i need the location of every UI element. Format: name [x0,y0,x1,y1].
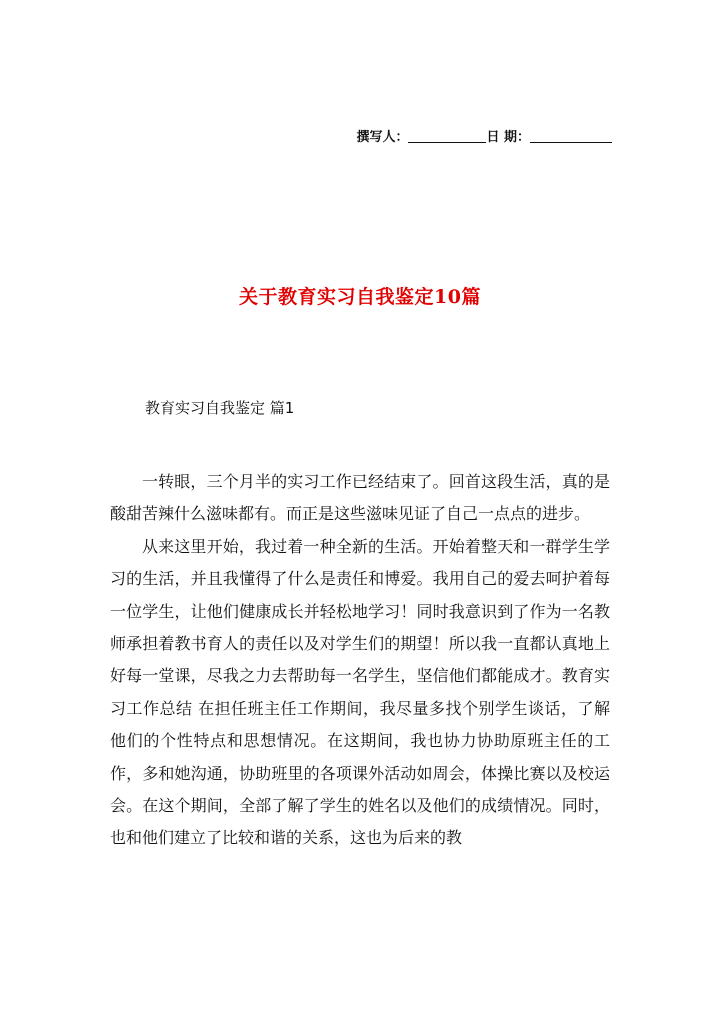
writer-blank [408,129,486,143]
body-text [110,466,610,855]
date-label: 日 期： [486,130,530,145]
date-blank [530,129,612,143]
paragraph: 从来这里开始，我过着一种全新的生活。开始着整天和一群学生学习的生活，并且我懂得了什么是责任和博爱。我用自己的爱去呵护着每一位学生，让他们健康成长并轻松地学习！同时我意识到了作为一名教师承担着教书育人的责任以及对学生们的期望！所以我一直都认真地上好每一堂课，尽我之力去帮助每一名学生，坚信他们都能成才。教育实习工作总结 在担任班主任工作期间，我尽量多找个别学生谈话，了解他们的个性特点和思想情况。在这期间，我也协力协助原班主任的工作，多和她沟通，协助班里的各项课外活动如周会，体操比赛以及校运会。在这个期间，全部了解了学生的姓名以及他们的成绩情况。同时，也和他们建立了比较和谐的关系，这也为后来的教 [110,536,610,848]
header-writer-date [356,126,612,145]
writer-label: 撰写人： [356,130,409,145]
section-heading: 教育实习自我鉴定 篇1 [145,399,295,417]
document-title: 关于教育实习自我鉴定10篇 [239,286,481,308]
paragraph: 一转眼，三个月半的实习工作已经结束了。回首这段生活，真的是酸甜苦辣什么滋味都有。而正是这些滋味见证了自己一点点的进步。 [110,472,610,524]
